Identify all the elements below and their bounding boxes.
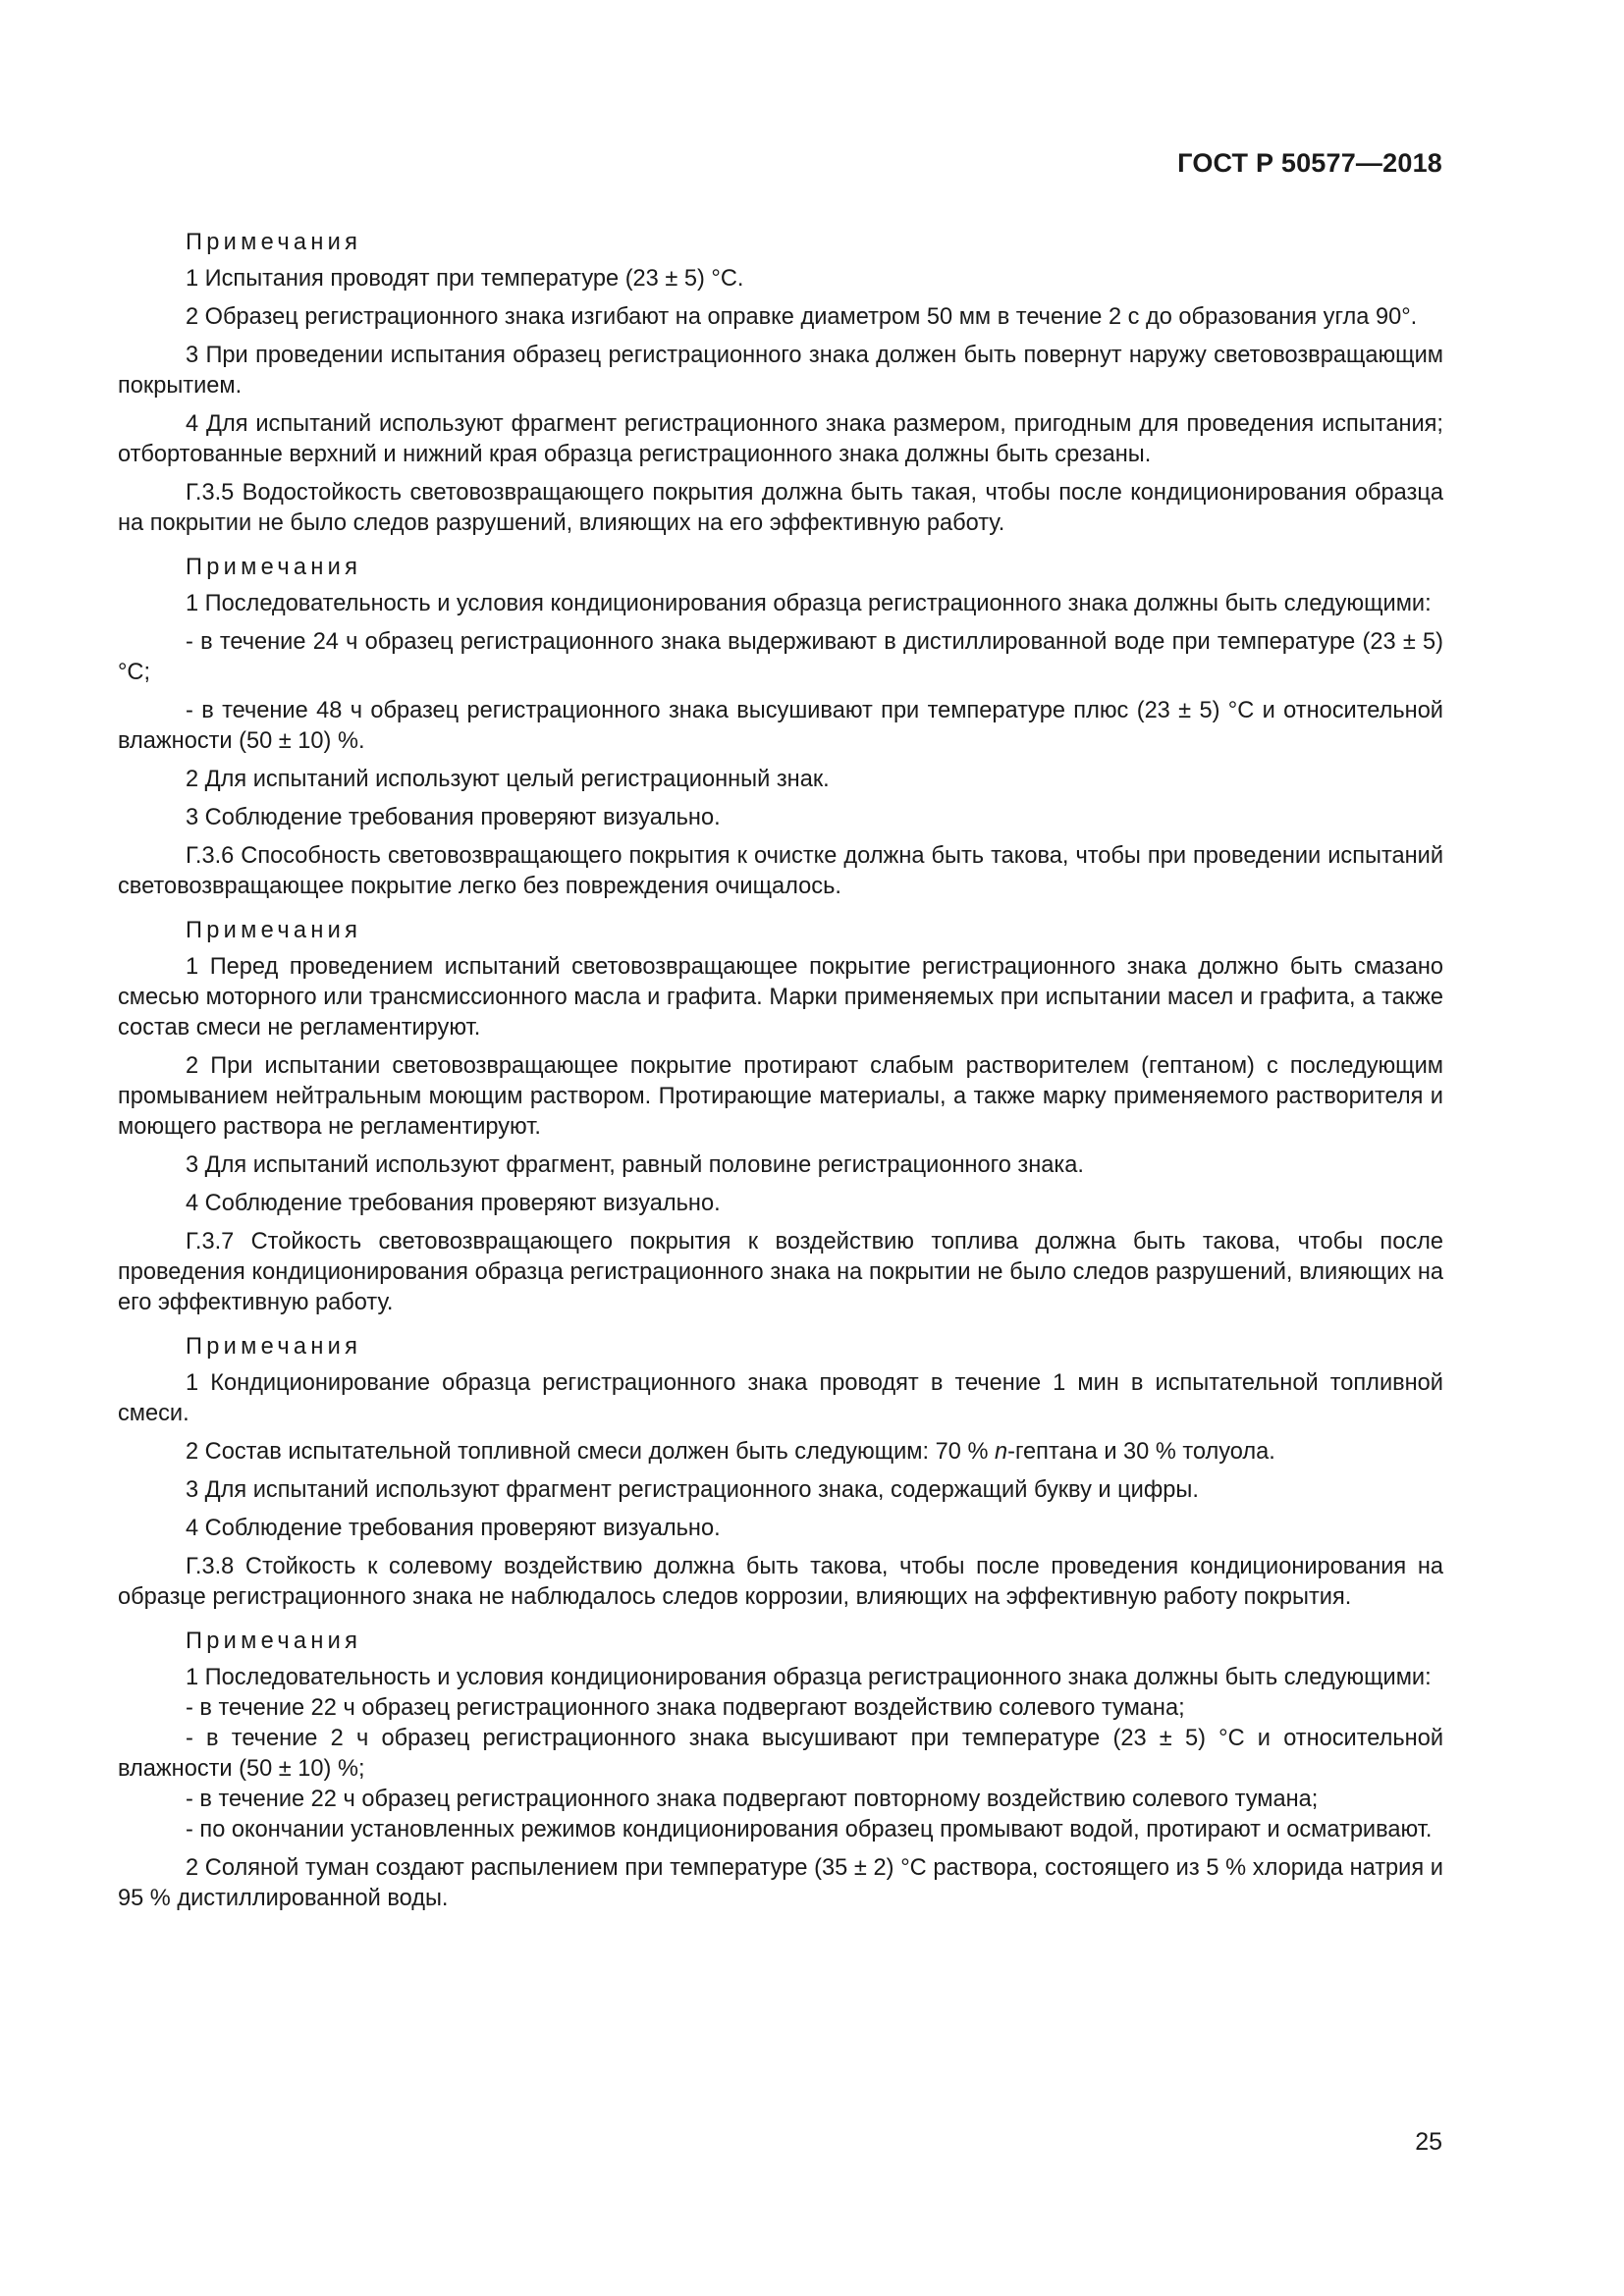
note-paragraph: - в течение 2 ч образец регистрационного знака высушивают при температуре (23 ± 5) °C и относительной влажности (50 ± 10) %; [118,1726,1443,1782]
note-paragraph: - в течение 22 ч образец регистрационного знака подвергают повторному воздействию солевого тумана; [186,1787,1319,1812]
page-number: 25 [1415,2128,1442,2156]
notes-heading: Примечания [186,555,362,580]
clause-g-3-6: Г.3.6 Способность световозвращающего покрытия к очистке должна быть такова, чтобы при проведении испытаний световозвращающее покрытие легко без повреждения очищалось. [118,843,1443,899]
note-paragraph: 2 Состав испытательной топливной смеси должен быть следующим: 70 % n-гептана и 30 % толуола. [186,1439,1275,1465]
notes-heading: Примечания [186,918,362,943]
note-paragraph: 2 Образец регистрационного знака изгибают на оправке диаметром 50 мм в течение 2 с до образования угла 90°. [186,304,1418,330]
note-paragraph: - в течение 22 ч образец регистрационного знака подвергают воздействию солевого тумана; [186,1695,1185,1721]
note-paragraph: 2 При испытании световозвращающее покрытие протирают слабым растворителем (гептаном) с последующим промыванием нейтральным моющим раствором. Протирающие материалы, а также марку применяемого растворителя и моющего раствора не регламентируют. [118,1053,1443,1140]
note-paragraph: 3 Соблюдение требования проверяют визуально. [186,805,721,830]
clause-g-3-8: Г.3.8 Стойкость к солевому воздействию должна быть такова, чтобы после проведения кондиционирования на образце регистрационного знака не наблюдалось следов коррозии, влияющих на эффективную работу покрытия. [118,1554,1443,1610]
note-paragraph: 4 Соблюдение требования проверяют визуально. [186,1191,721,1216]
document-body [118,228,1443,1922]
note-paragraph: 1 Испытания проводят при температуре (23 ± 5) °C. [186,266,744,292]
notes-heading: Примечания [186,1629,362,1654]
note-paragraph: 1 Последовательность и условия кондиционирования образца регистрационного знака должны быть следующими: [186,1665,1432,1690]
note-paragraph: 4 Соблюдение требования проверяют визуально. [186,1516,721,1541]
note-paragraph: 3 Для испытаний используют фрагмент регистрационного знака, содержащий букву и цифры. [186,1477,1199,1503]
note-paragraph: 1 Перед проведением испытаний световозвращающее покрытие регистрационного знака должно быть смазано смесью моторного или трансмиссионного масла и графита. Марки применяемых при испытании масел и графита, а также состав смеси не регламентируют. [118,954,1443,1041]
note-paragraph: - в течение 48 ч образец регистрационного знака высушивают при температуре плюс (23 ± 5) °C и относительной влажности (50 ± 10) %. [118,698,1443,754]
note-paragraph: 4 Для испытаний используют фрагмент регистрационного знака размером, пригодным для проведения испытания; отбортованные верхний и нижний края образца регистрационного знака должны быть срезаны. [118,411,1443,467]
notes-heading: Примечания [186,1334,362,1360]
clause-g-3-7: Г.3.7 Стойкость световозвращающего покрытия к воздействию топлива должна быть такова, чтобы после проведения кондиционирования образца регистрационного знака на покрытии не было следов разрушений, влияющих на его эффективную работу. [118,1229,1443,1315]
note-paragraph: 3 При проведении испытания образец регистрационного знака должен быть повернут наружу световозвращающим покрытием. [118,343,1443,399]
notes-heading: Примечания [186,230,362,255]
note-paragraph: 3 Для испытаний используют фрагмент, равный половине регистрационного знака. [186,1152,1084,1178]
note-paragraph: 2 Соляной туман создают распылением при температуре (35 ± 2) °C раствора, состоящего из 5 % хлорида натрия и 95 % дистиллированной воды. [118,1855,1443,1911]
clause-g-3-5: Г.3.5 Водостойкость световозвращающего покрытия должна быть такая, чтобы после кондиционирования образца на покрытии не было следов разрушений, влияющих на его эффективную работу. [118,480,1443,536]
note-paragraph: 1 Кондиционирование образца регистрационного знака проводят в течение 1 мин в испытательной топливной смеси. [118,1370,1443,1426]
standard-designation: ГОСТ Р 50577—2018 [1177,148,1442,178]
note-paragraph: - в течение 24 ч образец регистрационного знака выдерживают в дистиллированной воде при температуре (23 ± 5) °C; [118,629,1443,685]
note-paragraph: - по окончании установленных режимов кондиционирования образец промывают водой, протирают и осматривают. [186,1817,1433,1842]
note-paragraph: 2 Для испытаний используют целый регистрационный знак. [186,767,830,792]
note-paragraph: 1 Последовательность и условия кондиционирования образца регистрационного знака должны быть следующими: [186,591,1432,616]
